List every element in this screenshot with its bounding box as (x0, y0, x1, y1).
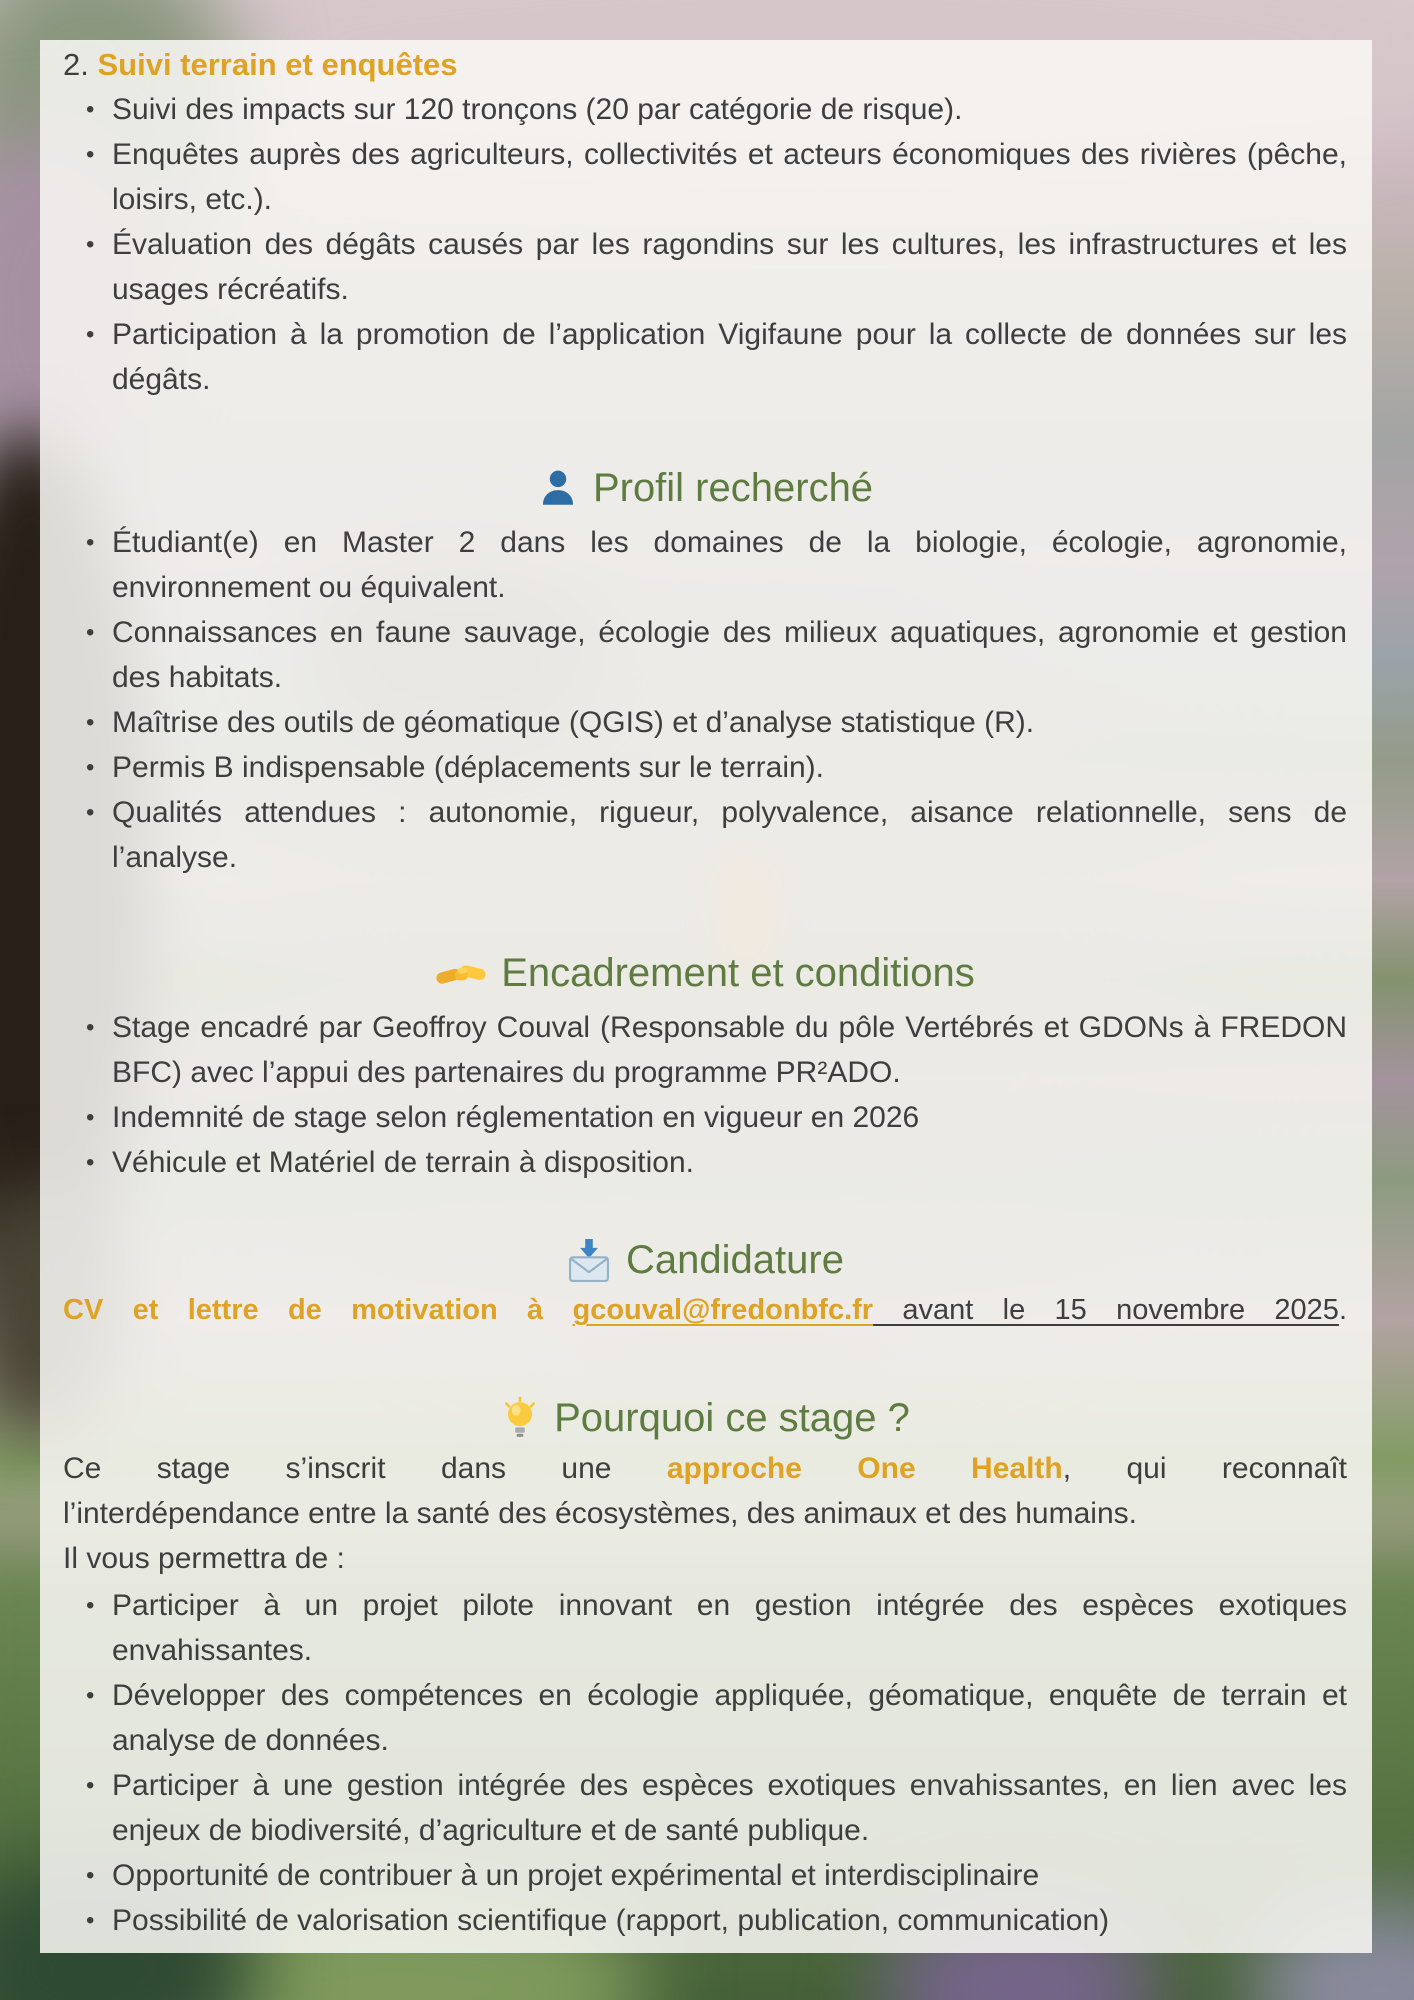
list-item: • Stage encadré par Geoffroy Couval (Responsable du pôle Vertébrés et GDONs à FREDON BFC) avec l’appui des partenaires du programme PR²ADO. (112, 1005, 1347, 1095)
email-link[interactable]: gcouval@fredonbfc.fr (572, 1294, 874, 1326)
list-item: • Indemnité de stage selon réglementation en vigueur en 2026 (112, 1095, 1347, 1140)
person-icon (537, 467, 579, 509)
profile-list (63, 520, 1347, 880)
deadline-text: avant le 15 novembre 2025 (873, 1294, 1339, 1326)
one-health-highlight: approche One Health (666, 1452, 1063, 1485)
why-intro-line1 (63, 1446, 1347, 1491)
list-item: • Maîtrise des outils de géomatique (QGIS) et d’analyse statistique (R). (112, 700, 1347, 745)
application-section-title: Candidature (626, 1238, 844, 1282)
application-section-heading (63, 1232, 1347, 1288)
profile-section-heading (63, 460, 1347, 516)
list-item: • Enquêtes auprès des agriculteurs, collectivités et acteurs économiques des rivières (pêche, loisirs, etc.). (112, 132, 1347, 222)
list-item: • Participer à une gestion intégrée des espèces exotiques envahissantes, en lien avec les enjeux de biodiversité, d’agriculture et de santé publique. (112, 1763, 1347, 1853)
supervision-section-title: Encadrement et conditions (501, 951, 975, 995)
list-item: • Développer des compétences en écologie appliquée, géomatique, enquête de terrain et analyse de données. (112, 1673, 1347, 1763)
profile-section-title: Profil recherché (592, 466, 874, 510)
why-list (63, 1583, 1347, 1943)
handshake-icon (435, 955, 487, 991)
tasks-list (63, 87, 1347, 402)
why-section-title: Pourquoi ce stage ? (554, 1396, 910, 1440)
supervision-section-heading (63, 945, 1347, 1001)
supervision-list (63, 1005, 1347, 1185)
application-instructions (63, 1288, 1347, 1333)
tasks-section-heading (63, 42, 1347, 87)
list-item: • Évaluation des dégâts causés par les ragondins sur les cultures, les infrastructures et les usages récréatifs. (112, 222, 1347, 312)
document-panel (40, 40, 1372, 1953)
list-item: • Suivi des impacts sur 120 tronçons (20 par catégorie de risque). (112, 87, 1347, 132)
lightbulb-icon (500, 1396, 540, 1440)
list-item: • Opportunité de contribuer à un projet expérimental et interdisciplinaire (112, 1853, 1347, 1898)
list-item: • Possibilité de valorisation scientifique (rapport, publication, communication) (112, 1898, 1347, 1943)
why-intro-line3: Il vous permettra de : (63, 1542, 345, 1575)
tasks-section-title: Suivi terrain et enquêtes (97, 47, 458, 82)
mail-arrow-icon (566, 1237, 612, 1283)
why-intro-line2: l’interdépendance entre la santé des écosystèmes, des animaux et des humains. (63, 1497, 1137, 1530)
list-item: • Participation à la promotion de l’application Vigifaune pour la collecte de données sur les dégâts. (112, 312, 1347, 402)
list-item: • Participer à un projet pilote innovant en gestion intégrée des espèces exotiques envahissantes. (112, 1583, 1347, 1673)
tasks-section-number: 2. (63, 47, 89, 82)
cv-lead-text: CV et lettre de motivation à (63, 1294, 573, 1326)
list-item: • Étudiant(e) en Master 2 dans les domaines de la biologie, écologie, agronomie, environnement ou équivalent. (112, 520, 1347, 610)
list-item: • Connaissances en faune sauvage, écologie des milieux aquatiques, agronomie et gestion des habitats. (112, 610, 1347, 700)
list-item: • Permis B indispensable (déplacements sur le terrain). (112, 745, 1347, 790)
why-section-heading (63, 1390, 1347, 1446)
list-item: • Véhicule et Matériel de terrain à disposition. (112, 1140, 1347, 1185)
list-item: • Qualités attendues : autonomie, rigueur, polyvalence, aisance relationnelle, sens de l’analyse. (112, 790, 1347, 880)
intro-pre: Ce stage s’inscrit dans une (63, 1452, 667, 1485)
period-text: . (1338, 1294, 1347, 1326)
intro-post: , qui reconnaît (1062, 1452, 1348, 1485)
